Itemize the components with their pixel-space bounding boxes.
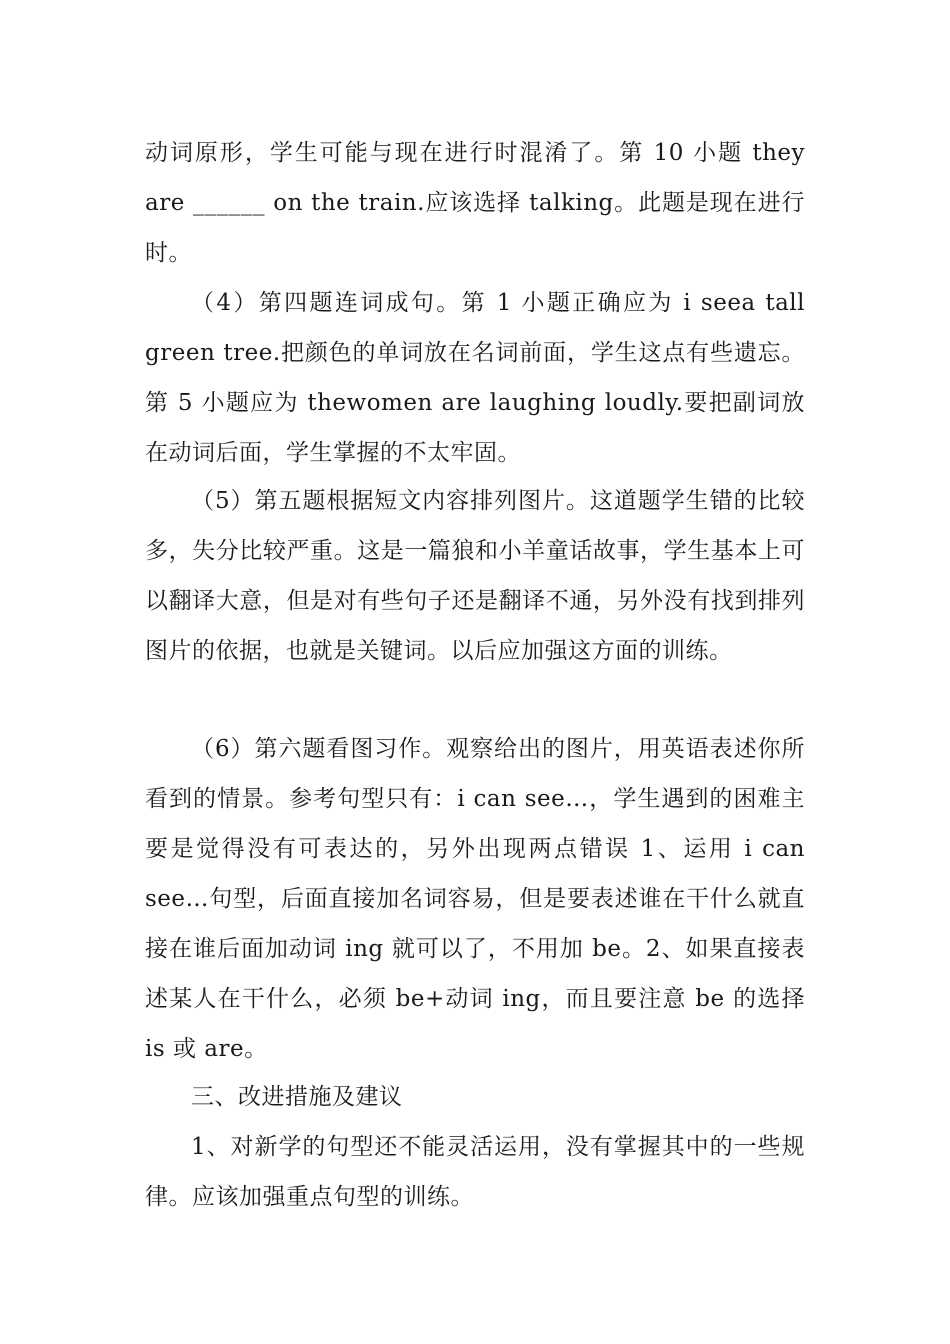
paragraph-continued-answer-analysis: 动词原形，学生可能与现在进行时混淆了。第 10 小题 they are ______ on the train.应该选择 talking。此题是现在进行时。 (145, 140, 805, 266)
paragraph-question-6: （6）第六题看图习作。观察给出的图片，用英语表述你所看到的情景。参考句型只有：i can see…，学生遇到的困难主要是觉得没有可表达的，另外出现两点错误 1、运用 i can see…句型，后面直接加名词容易，但是要表述谁在干什么就直接在谁后面加动词 ing 就可以了，不用加 be。2、如果直接表述某人在干什么，必须 be+动词 ing，而且要注意 be 的选择 is 或 are。 (145, 736, 805, 1062)
paragraph-question-4: （4）第四题连词成句。第 1 小题正确应为 i seea tall green tree.把颜色的单词放在名词前面，学生这点有些遗忘。第 5 小题应为 thewomen are laughing loudly.要把副词放在动词后面，学生掌握的不太牢固。 (145, 290, 805, 466)
section-heading: 三、改进措施及建议 (191, 1084, 403, 1110)
recommendation-item-1: 1、对新学的句型还不能灵活运用，没有掌握其中的一些规律。应该加强重点句型的训练。 (145, 1134, 805, 1210)
paragraph-question-5: （5）第五题根据短文内容排列图片。这道题学生错的比较多，失分比较严重。这是一篇狼和小羊童话故事，学生基本上可以翻译大意，但是对有些句子还是翻译不通，另外没有找到排列图片的依据，也就是关键词。以后应加强这方面的训练。 (145, 488, 805, 664)
